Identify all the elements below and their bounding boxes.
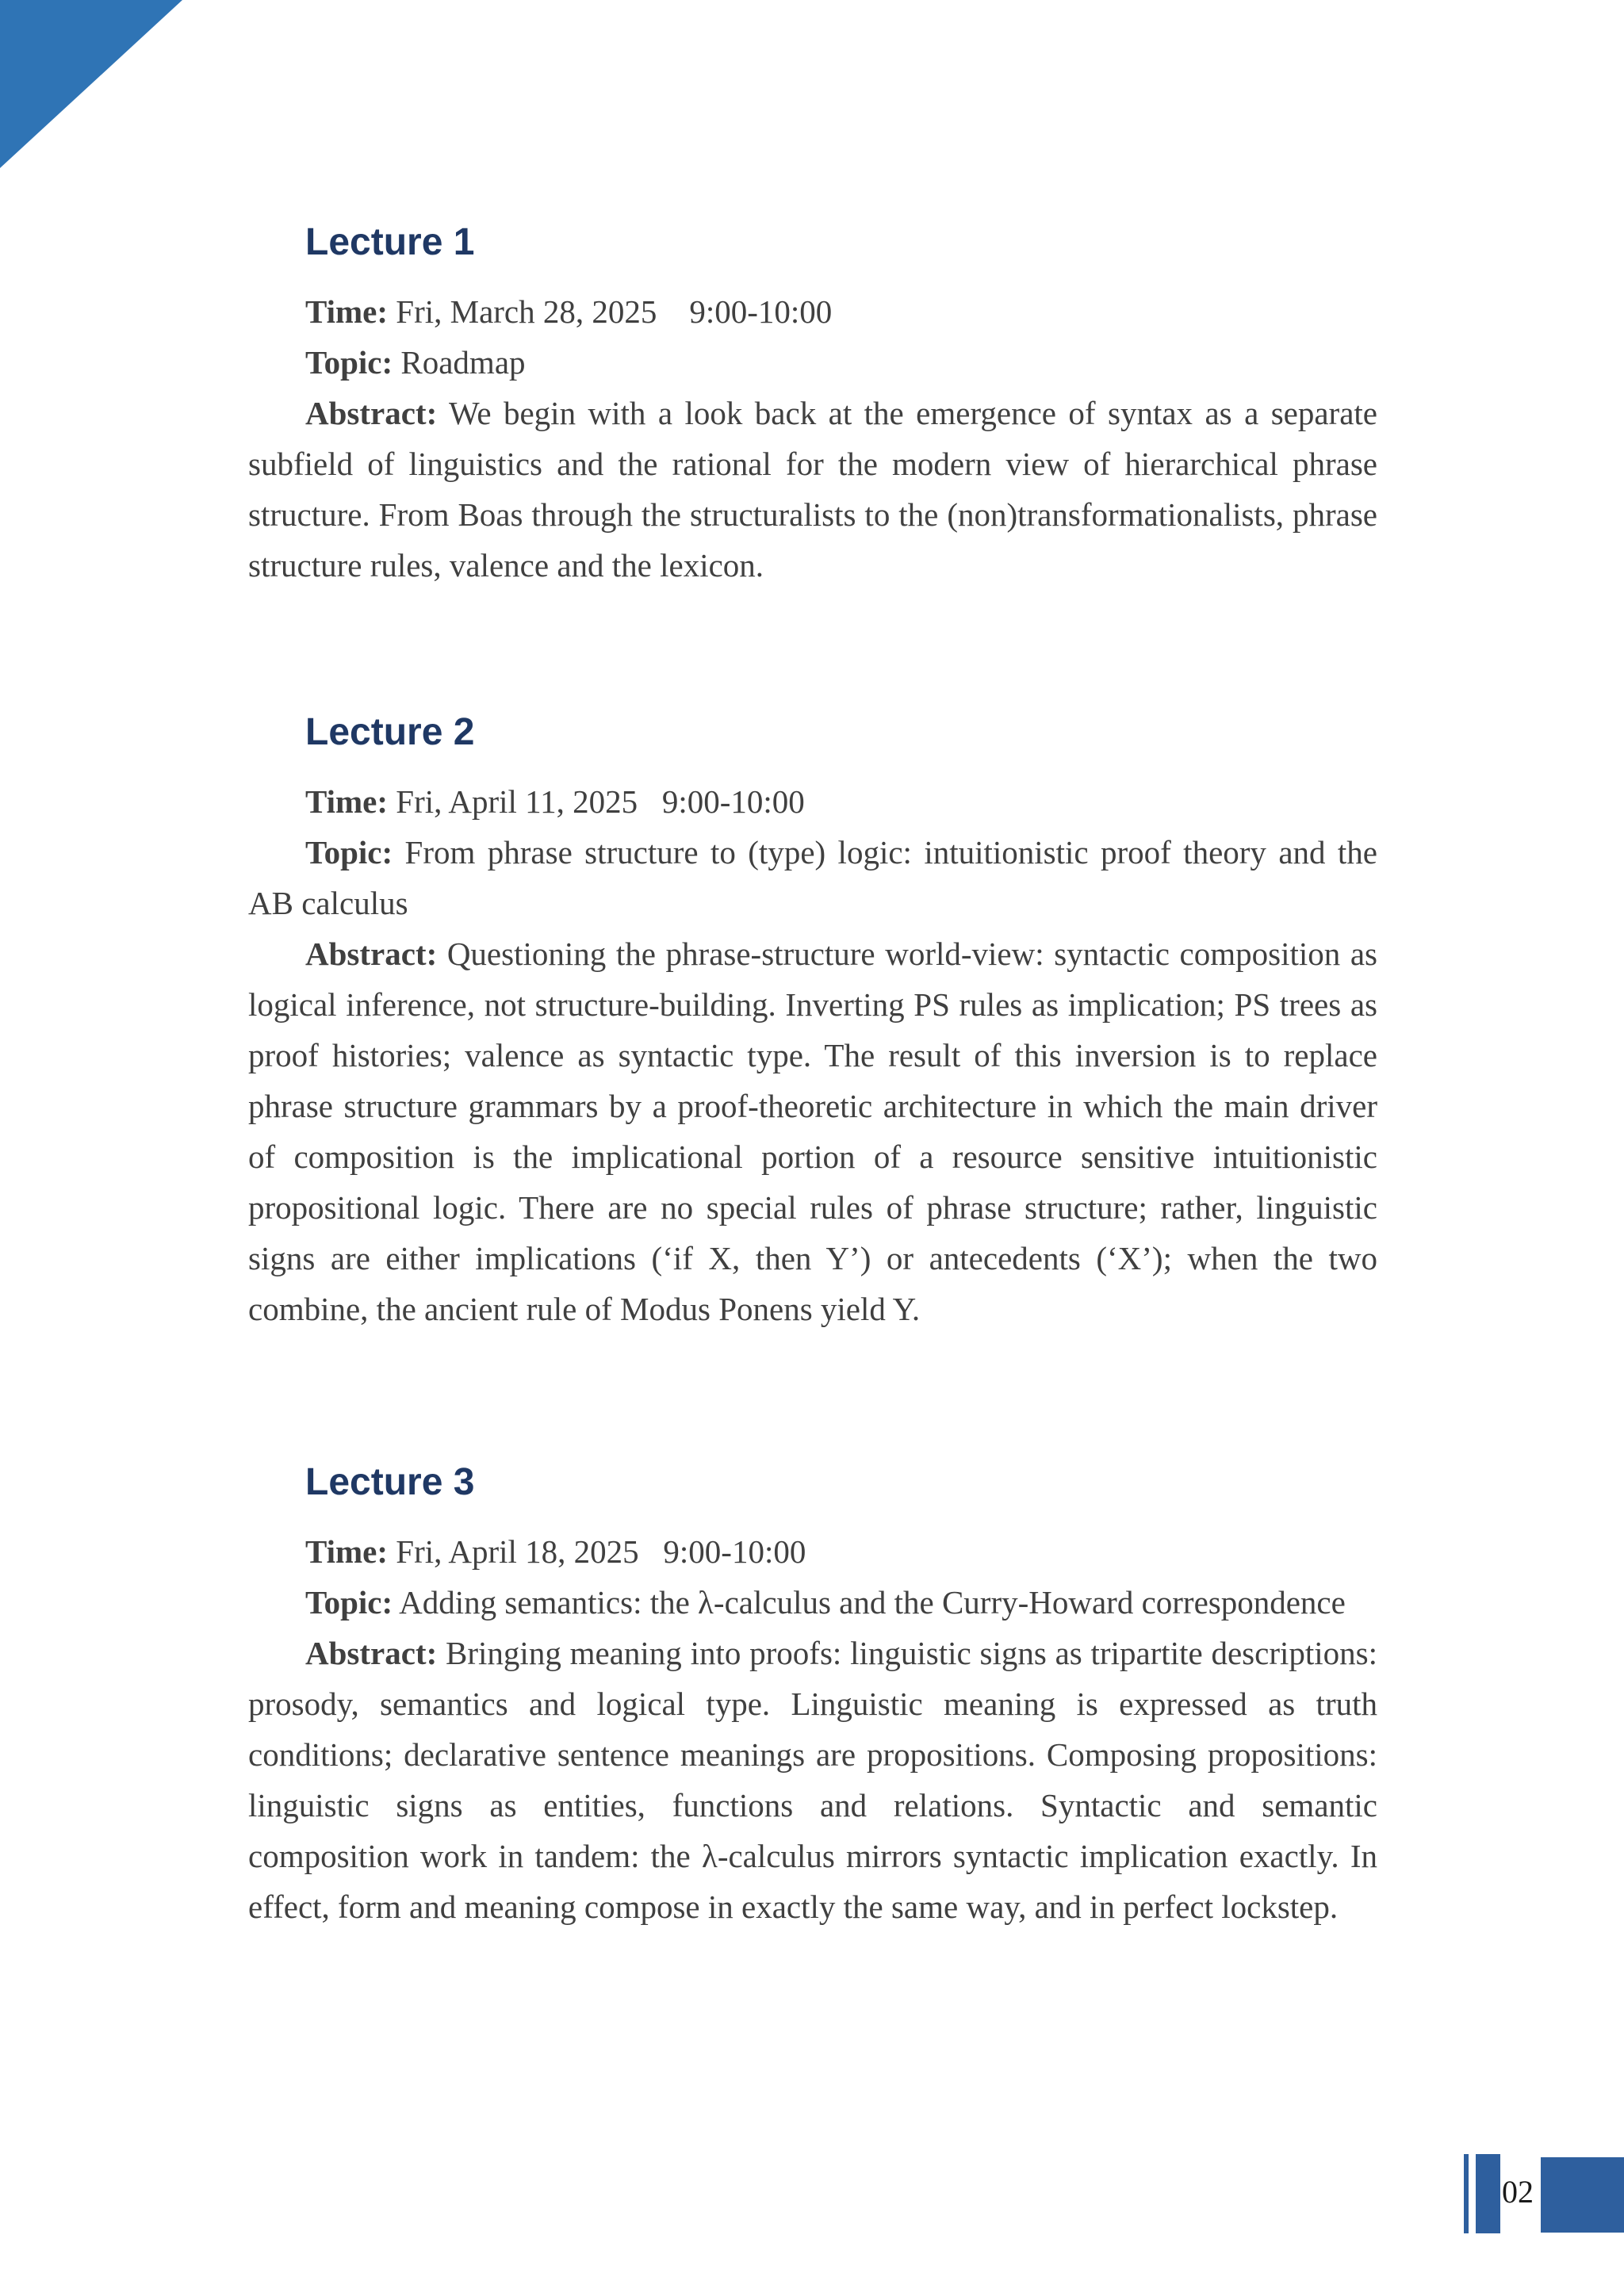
lecture-3-topic-line [248, 1577, 1377, 1628]
topic-value: Roadmap [400, 344, 526, 381]
lecture-2-section [248, 710, 1377, 1334]
corner-accent-triangle [0, 0, 182, 168]
time-label: Time: [305, 783, 389, 820]
lecture-1-section [248, 220, 1377, 591]
time-label: Time: [305, 293, 389, 330]
footer-accent-bar-thin [1464, 2154, 1469, 2233]
abstract-label: Abstract: [305, 395, 438, 431]
topic-label: Topic: [305, 1584, 393, 1621]
topic-value: Adding semantics: the λ-calculus and the Curry-Howard correspondence [399, 1584, 1346, 1621]
lecture-3-abstract [248, 1628, 1377, 1932]
lecture-2-topic-line [248, 827, 1377, 928]
lecture-1-heading: Lecture 1 [305, 221, 475, 263]
abstract-label: Abstract: [305, 1635, 438, 1671]
abstract-text: We begin with a look back at the emergence of syntax as a separate subfield of linguistics and the rational for the modern view of hierarchical phrase structure. From Boas through the structuralists to the (non)transformationalists, phrase structure rules, valence and the lexicon. [248, 395, 1377, 584]
time-value: Fri, March 28, 2025 9:00-10:00 [396, 293, 833, 330]
lecture-1-abstract [248, 388, 1377, 591]
lecture-1-topic-line [248, 337, 1377, 388]
abstract-text: Bringing meaning into proofs: linguistic signs as tripartite descriptions: prosody, semantics and logical type. Linguistic meaning is expressed as truth conditions; declarative sentence meanings are propositions. Composing propositions: linguistic signs as entities, functions and relations. Syntactic and semantic composition work in tandem: the λ-calculus mirrors syntactic implication exactly. In effect, form and meaning compose in exactly the same way, and in perfect lockstep. [248, 1635, 1377, 1925]
time-value: Fri, April 18, 2025 9:00-10:00 [396, 1533, 806, 1570]
footer-accent-bar-thick [1476, 2154, 1500, 2233]
time-value: Fri, April 11, 2025 9:00-10:00 [396, 783, 805, 820]
lecture-3-time-line [248, 1526, 1377, 1577]
time-label: Time: [305, 1533, 389, 1570]
lecture-1-time-line [248, 286, 1377, 337]
lecture-2-heading: Lecture 2 [305, 711, 475, 753]
page-number: 02 [1502, 2174, 1534, 2210]
footer-accent-rectangle [1541, 2157, 1624, 2233]
topic-label: Topic: [305, 344, 393, 381]
lecture-3-section [248, 1460, 1377, 1932]
topic-label: Topic: [305, 834, 393, 871]
topic-value: From phrase structure to (type) logic: intuitionistic proof theory and the AB calculus [248, 834, 1377, 921]
abstract-label: Abstract: [305, 936, 438, 972]
lecture-2-abstract [248, 928, 1377, 1334]
lecture-3-heading: Lecture 3 [305, 1461, 475, 1503]
lecture-2-time-line [248, 776, 1377, 827]
abstract-text: Questioning the phrase-structure world-view: syntactic composition as logical inference, not structure-building. Inverting PS rules as implication; PS trees as proof histories; valence as syntactic type. The result of this inversion is to replace phrase structure grammars by a proof-theoretic architecture in which the main driver of composition is the implicational portion of a resource sensitive intuitionistic propositional logic. There are no special rules of phrase structure; rather, linguistic signs are either implications (‘if X, then Y’) or antecedents (‘X’); when the two combine, the ancient rule of Modus Ponens yield Y. [248, 936, 1377, 1327]
